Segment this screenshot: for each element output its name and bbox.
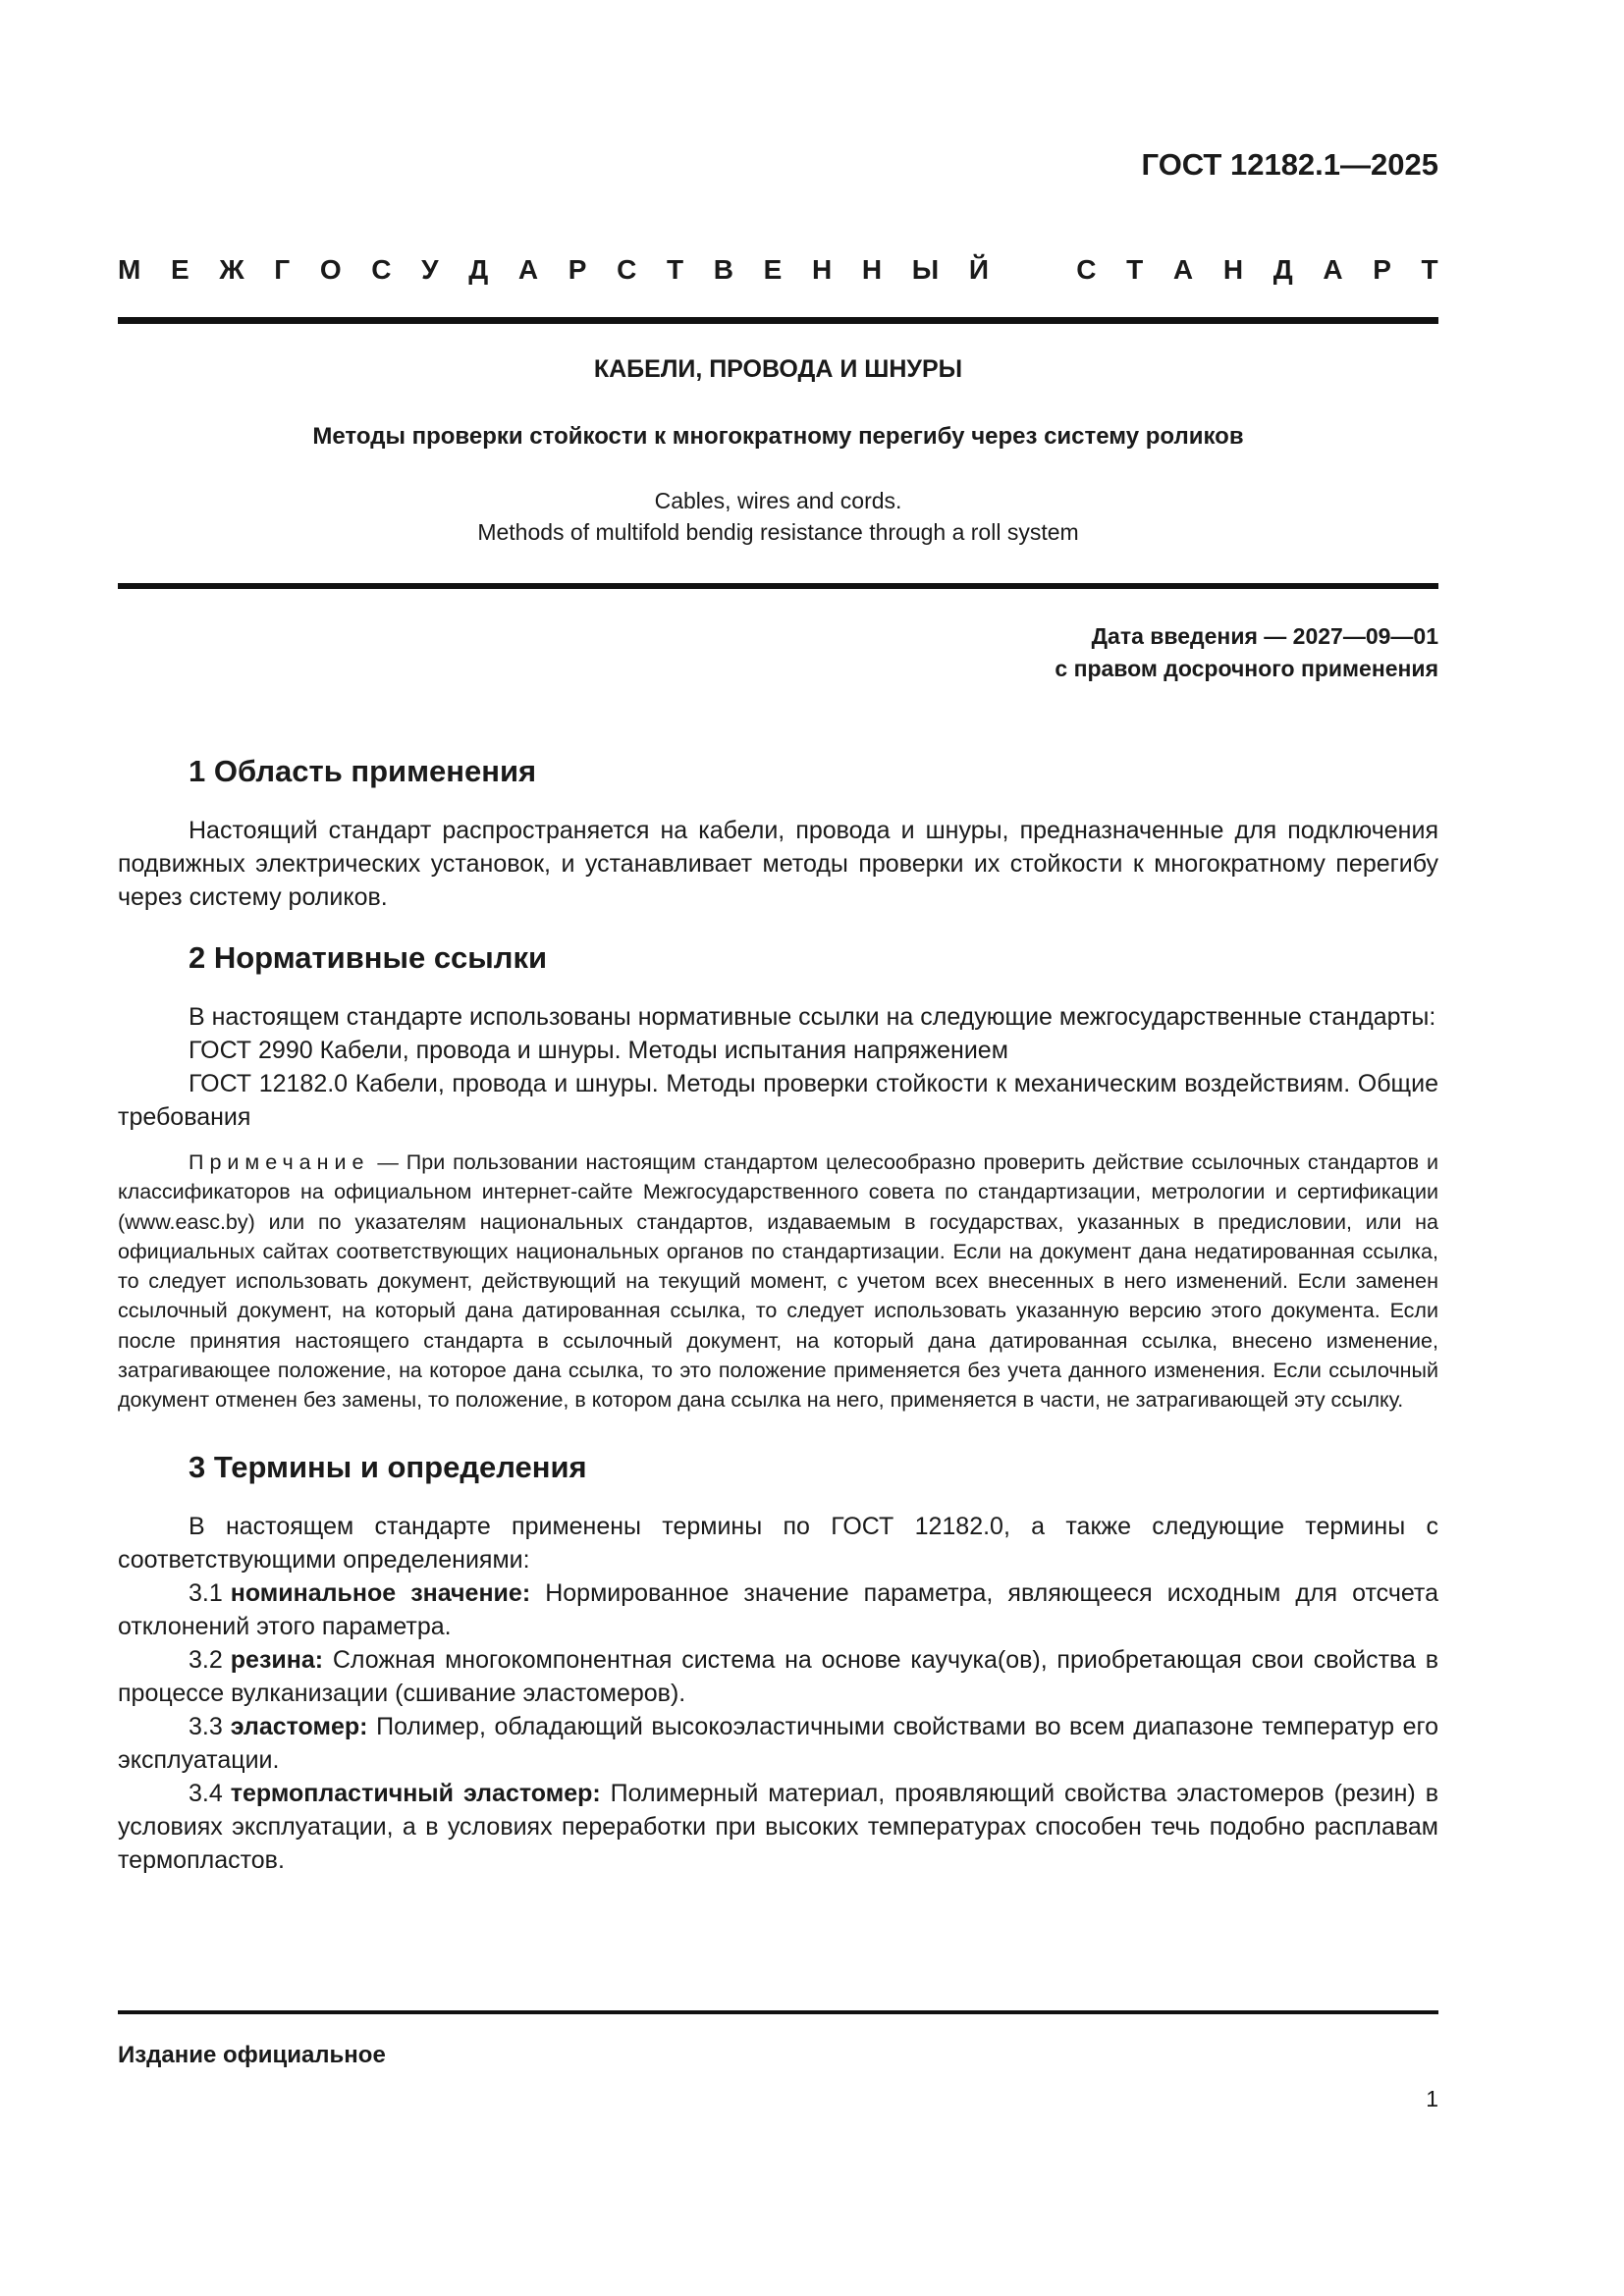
- section-normative-references: [118, 939, 1438, 1415]
- term-definition: [118, 1643, 1438, 1710]
- paragraph: В настоящем стандарте использованы нормативные ссылки на следующие межгосударственные стандарты:: [189, 1003, 1436, 1031]
- banner-letter: Ж: [219, 254, 244, 285]
- banner-letter: С: [371, 254, 392, 285]
- banner-letter: О: [319, 254, 342, 285]
- banner-letter: Д: [468, 254, 489, 285]
- term-number: 3.2: [189, 1645, 223, 1674]
- term-number: 3.3: [189, 1712, 223, 1740]
- term-name: эластомер:: [230, 1712, 368, 1740]
- banner-letter: Р: [1373, 254, 1391, 285]
- term-name: термопластичный эластомер:: [230, 1779, 601, 1807]
- banner-letter: В: [713, 254, 733, 285]
- term-definition-text: Полимерный материал, проявляющий свойства эластомеров (резин) в условиях эксплуатации, а в условиях переработки при высоких температурах способен течь подобно расплавам термопластов.: [118, 1779, 1438, 1874]
- banner-letter: С: [1076, 254, 1097, 285]
- banner-letter: У: [421, 254, 439, 285]
- banner-letter: Н: [1222, 254, 1244, 285]
- section-terms: [118, 1449, 1438, 1877]
- standard-type-banner: [118, 254, 1438, 286]
- term-number: 3.1: [189, 1578, 223, 1607]
- banner-letter: Ы: [911, 254, 940, 285]
- top-divider: [118, 317, 1438, 324]
- term-definition: [118, 1710, 1438, 1777]
- banner-gap: [1019, 254, 1047, 286]
- banner-letter: А: [1323, 254, 1343, 285]
- note-label: Примечание: [189, 1150, 370, 1174]
- banner-letter: Е: [763, 254, 783, 285]
- document-title: КАБЕЛИ, ПРОВОДА И ШНУРЫ: [593, 355, 963, 383]
- official-edition-label: Издание официальное: [118, 2042, 386, 2068]
- note-paragraph: [118, 1148, 1438, 1415]
- term-definition-text: Нормированное значение параметра, являющееся исходным для отсчета отклонений этого параметра.: [118, 1578, 1438, 1640]
- banner-letter: Р: [568, 254, 587, 285]
- term-number: 3.4: [189, 1779, 223, 1807]
- section-heading: 2 Нормативные ссылки: [189, 940, 548, 975]
- term-definition: [118, 1777, 1438, 1877]
- gost-number: ГОСТ 12182.1—2025: [1141, 147, 1438, 182]
- english-title-line: Methods of multifold bendig resistance through a roll system: [477, 519, 1079, 545]
- banner-letter: Н: [811, 254, 833, 285]
- reference-item: ГОСТ 12182.0 Кабели, провода и шнуры. Методы проверки стойкости к механическим воздействиям. Общие требования: [118, 1070, 1438, 1131]
- footer-divider: [118, 2010, 1438, 2014]
- banner-letter: Й: [968, 254, 989, 285]
- english-title: [118, 485, 1438, 548]
- banner-letter: Е: [170, 254, 189, 285]
- document-page: [118, 0, 1438, 2296]
- banner-letter: Т: [1126, 254, 1144, 285]
- banner-letter: Г: [274, 254, 291, 285]
- banner-letter: А: [1172, 254, 1194, 285]
- document-subtitle: Методы проверки стойкости к многократному перегибу через систему роликов: [312, 423, 1244, 450]
- banner-letter: С: [617, 254, 637, 285]
- term-definition-text: Полимер, обладающий высокоэластичными свойствами во всем диапазоне температур его эксплуатации.: [118, 1712, 1439, 1774]
- introduction-date-block: [1055, 620, 1438, 685]
- section-heading: 3 Термины и определения: [189, 1449, 587, 1484]
- early-application-note: с правом досрочного применения: [1055, 656, 1438, 681]
- banner-letter: М: [118, 254, 141, 285]
- banner-letter: Д: [1272, 254, 1293, 285]
- page-number: 1: [1426, 2086, 1438, 2111]
- english-title-line: Cables, wires and cords.: [654, 488, 902, 513]
- term-definition-text: Сложная многокомпонентная система на основе каучука(ов), приобретающая свои свойства в процессе вулканизации (сшивание эластомеров).: [118, 1645, 1438, 1707]
- banner-letter: Т: [666, 254, 684, 285]
- paragraph: Настоящий стандарт распространяется на кабели, провода и шнуры, предназначенные для подключения подвижных электрических установок, и устанавливает методы проверки их стойкости к многократному перегибу через систему роликов.: [118, 817, 1438, 911]
- term-name: резина:: [230, 1645, 324, 1674]
- banner-letter: А: [517, 254, 539, 285]
- term-definition: [118, 1576, 1438, 1643]
- note-text: — При пользовании настоящим стандартом целесообразно проверить действие ссылочных стандартов и классификаторов на официальном интернет-сайте Межгосударственного совета по стандартизации, метрологии и сертификации (www.easc.by) или по указателям национальных стандартов, издаваемым в государствах, указанных в предисловии, или на официальных сайтах соответствующих национальных органов по стандартизации. Если на документ дана недатированная ссылка, то следует использовать документ, действующий на текущий момент, с учетом всех внесенных в него изменений. Если заменен ссылочный документ, на который дана датированная ссылка, то следует использовать указанную версию этого документа. Если после принятия настоящего стандарта в ссылочный документ, на который дана датированная ссылка, внесено изменение, затрагивающее положение, на которое дана ссылка, то это положение применяется без учета данного изменения. Если ссылочный документ отменен без замены, то положение, в котором дана ссылка на него, применяется в части, не затрагивающей эту ссылку.: [118, 1150, 1438, 1413]
- banner-letter: Н: [861, 254, 883, 285]
- section-heading: 1 Область применения: [189, 754, 537, 788]
- introduction-date: Дата введения — 2027—09—01: [1091, 623, 1438, 649]
- reference-item: ГОСТ 2990 Кабели, провода и шнуры. Методы испытания напряжением: [189, 1037, 1008, 1064]
- title-divider: [118, 583, 1438, 589]
- section-scope: [118, 753, 1438, 914]
- paragraph: В настоящем стандарте применены термины по ГОСТ 12182.0, а также следующие термины с соответствующими определениями:: [118, 1512, 1438, 1574]
- document-body: [118, 753, 1438, 1896]
- term-name: номинальное значение:: [230, 1578, 531, 1607]
- banner-letter: Т: [1421, 254, 1438, 285]
